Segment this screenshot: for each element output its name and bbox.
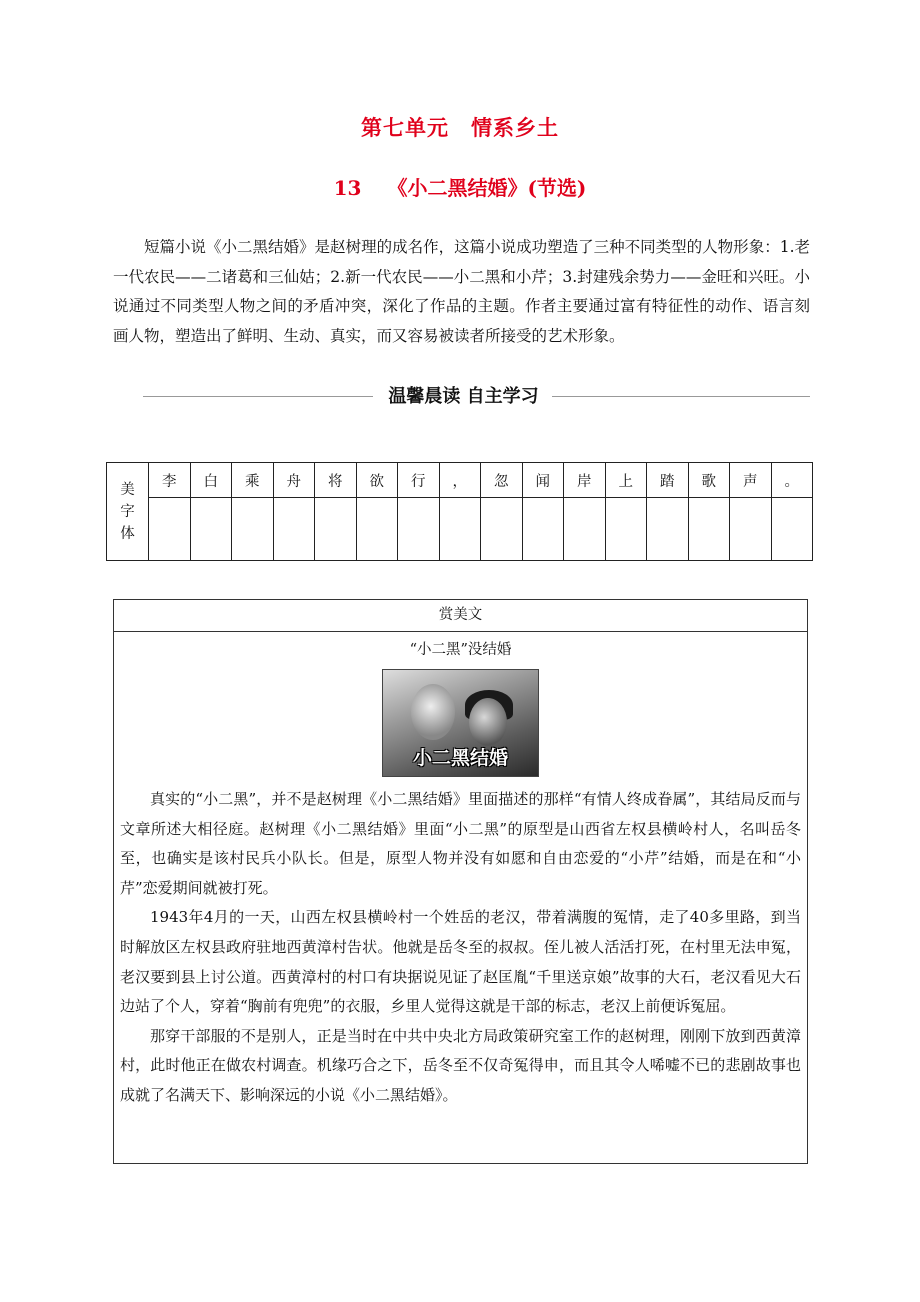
char-cell: 行 <box>398 463 440 498</box>
char-cell: ， <box>439 463 481 498</box>
intro-paragraph <box>113 233 810 351</box>
practice-cell[interactable] <box>232 498 274 561</box>
char-cell: 欲 <box>356 463 398 498</box>
practice-cell[interactable] <box>315 498 357 561</box>
calligraphy-practice-table <box>106 462 813 561</box>
article-body <box>114 785 807 1111</box>
char-cell: 舟 <box>273 463 315 498</box>
practice-cell[interactable] <box>688 498 730 561</box>
practice-cell[interactable] <box>522 498 564 561</box>
practice-cell[interactable] <box>481 498 523 561</box>
calligraphy-label-3: 体 <box>120 525 135 542</box>
char-cell: 将 <box>315 463 357 498</box>
poster-title: 小二黑结婚 <box>412 747 508 769</box>
practice-cell[interactable] <box>730 498 772 561</box>
section-header-label: 温馨晨读 自主学习 <box>388 386 539 407</box>
article-paragraph-3: 那穿干部服的不是别人，正是当时在中共中央北方局政策研究室工作的赵树理，刚刚下放到西黄漳村，此时他正在做农村调查。机缘巧合之下，岳冬至不仅奇冤得申，而且其令人唏嘘不已的悲剧故事也成就了名满天下、影响深远的小说《小二黑结婚》。 <box>120 1026 801 1104</box>
calligraphy-character-row <box>107 463 813 498</box>
article-box <box>113 599 808 1164</box>
calligraphy-practice-row <box>107 498 813 561</box>
unit-title: 第七单元 情系乡土 <box>361 115 559 140</box>
practice-cell[interactable] <box>356 498 398 561</box>
char-cell: 白 <box>190 463 232 498</box>
calligraphy-label-2: 字 <box>120 503 135 520</box>
practice-cell[interactable] <box>273 498 315 561</box>
practice-cell[interactable] <box>605 498 647 561</box>
calligraphy-label-1: 美 <box>120 481 135 498</box>
article-heading: 赏美文 <box>114 600 807 632</box>
article-paragraph-1: 真实的“小二黑”，并不是赵树理《小二黑结婚》里面描述的那样“有情人终成眷属”，其结局反而与文章所述大相径庭。赵树理《小二黑结婚》里面“小二黑”的原型是山西省左权县横岭村人，名叫岳冬至，也确实是该村民兵小队长。但是，原型人物并没有如愿和自由恋爱的“小芹”结婚，而是在和“小芹”恋爱期间就被打死。 <box>120 790 801 897</box>
practice-cell[interactable] <box>149 498 191 561</box>
practice-cell[interactable] <box>647 498 689 561</box>
lesson-title <box>0 172 920 201</box>
divider-left <box>143 396 373 397</box>
intro-text: 短篇小说《小二黑结婚》是赵树理的成名作，这篇小说成功塑造了三种不同类型的人物形象：1.老一代农民——二诸葛和三仙姑；2.新一代农民——小二黑和小芹；3.封建残余势力——金旺和兴旺。小说通过不同类型人物之间的矛盾冲突，深化了作品的主题。作者主要通过富有特征性的动作、语言刻画人物，塑造出了鲜明、生动、真实，而又容易被读者所接受的艺术形象。 <box>113 238 810 345</box>
char-cell: 李 <box>149 463 191 498</box>
char-cell: 踏 <box>647 463 689 498</box>
char-cell: 岸 <box>564 463 606 498</box>
lesson-number: 13 <box>333 176 362 200</box>
char-cell: 。 <box>771 463 813 498</box>
char-cell: 声 <box>730 463 772 498</box>
char-cell: 忽 <box>481 463 523 498</box>
char-cell: 上 <box>605 463 647 498</box>
char-cell: 乘 <box>232 463 274 498</box>
practice-cell[interactable] <box>190 498 232 561</box>
divider-right <box>552 396 810 397</box>
char-cell: 闻 <box>522 463 564 498</box>
lesson-name: 《小二黑结婚》(节选) <box>387 176 587 200</box>
practice-cell[interactable] <box>771 498 813 561</box>
article-paragraph-2: 1943年4月的一天，山西左权县横岭村一个姓岳的老汉，带着满腹的冤情，走了40多里路，到当时解放区左权县政府驻地西黄漳村告状。他就是岳冬至的叔叔。侄儿被人活活打死，在村里无法申冤，老汉要到县上讨公道。西黄漳村的村口有块据说见证了赵匡胤“千里送京娘”故事的大石，老汉看见大石边站了个人，穿着“胸前有兜兜”的衣服，乡里人觉得这就是干部的标志，老汉上前便诉冤屈。 <box>120 908 801 1016</box>
article-title: “小二黑”没结婚 <box>409 642 512 658</box>
section-header <box>113 382 810 410</box>
practice-cell[interactable] <box>398 498 440 561</box>
practice-cell[interactable] <box>564 498 606 561</box>
film-poster-image <box>382 669 539 777</box>
calligraphy-label-cell <box>107 463 149 561</box>
poster-figure-right <box>469 698 507 746</box>
char-cell: 歌 <box>688 463 730 498</box>
practice-cell[interactable] <box>439 498 481 561</box>
poster-figure-left <box>411 684 455 740</box>
